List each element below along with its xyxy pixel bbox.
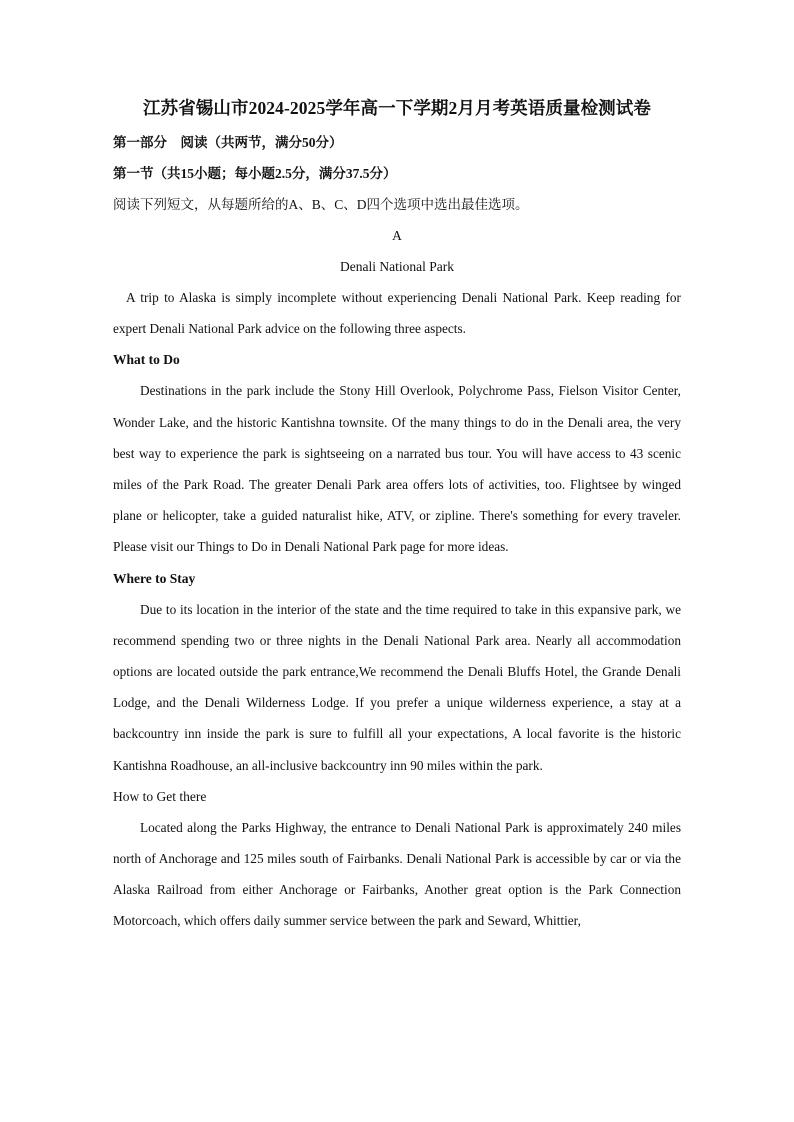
passage-label: A: [392, 228, 402, 243]
section-body-how-to-get-there: Located along the Parks Highway, the entrance to Denali National Park is approximately 240 miles north of Anchorage and 125 miles south of Fairbanks. Denali National Park is accessible by car or via the Alaska Railroad from either Anchorage or Fairbanks, Another great option is the Park Connection Motorcoach, which offers daily summer service between the park and Seward, Whittier,: [113, 819, 681, 929]
section-heading-where-to-stay: Where to Stay: [113, 570, 196, 586]
section-heading-what-to-do: What to Do: [113, 352, 180, 368]
passage-title: Denali National Park: [340, 259, 454, 274]
exam-page: [113, 96, 681, 937]
exam-title: 江苏省锡山市2024-2025学年高一下学期2月月考英语质量检测试卷: [143, 98, 651, 118]
section-heading: 第一节（共15小题；每小题2.5分，满分37.5分）: [113, 166, 397, 181]
part-heading: 第一部分 阅读（共两节，满分50分）: [113, 135, 343, 150]
intro-paragraph: A trip to Alaska is simply incomplete without experiencing Denali National Park. Keep reading for expert Denali National Park advice on the following three aspects.: [113, 290, 681, 337]
section-body-where-to-stay: Due to its location in the interior of the state and the time required to take in this expansive park, we recommend spending two or three nights in the Denali National Park area. Nearly all accommodation options are located outside the park entrance,We recommend the Denali Bluffs Hotel, the Grande Denali Lodge, and the Denali Wilderness Lodge. If you prefer a unique wilderness experience, a stay at a backcountry inn inside the park is sure to fulfill all your expectations, A local favorite is the historic Kantishna Roadhouse, an all-inclusive backcountry inn 90 miles within the park.: [113, 601, 681, 773]
instructions: 阅读下列短文，从每题所给的A、B、C、D四个选项中选出最佳选项。: [113, 197, 529, 212]
section-body-what-to-do: Destinations in the park include the Stony Hill Overlook, Polychrome Pass, Fielson Visitor Center, Wonder Lake, and the historic Kantishna townsite. Of the many things to do in the Denali area, the very best way to experience the park is sightseeing on a narrated bus tour. You will have access to 43 scenic miles of the Park Road. The greater Denali Park area offers lots of activities, too. Flightsee by winged plane or helicopter, take a guided naturalist hike, ATV, or zipline. There's something for every traveler. Please visit our Things to Do in Denali National Park page for more ideas.: [113, 383, 681, 555]
section-heading-how-to-get-there: How to Get there: [113, 788, 207, 804]
